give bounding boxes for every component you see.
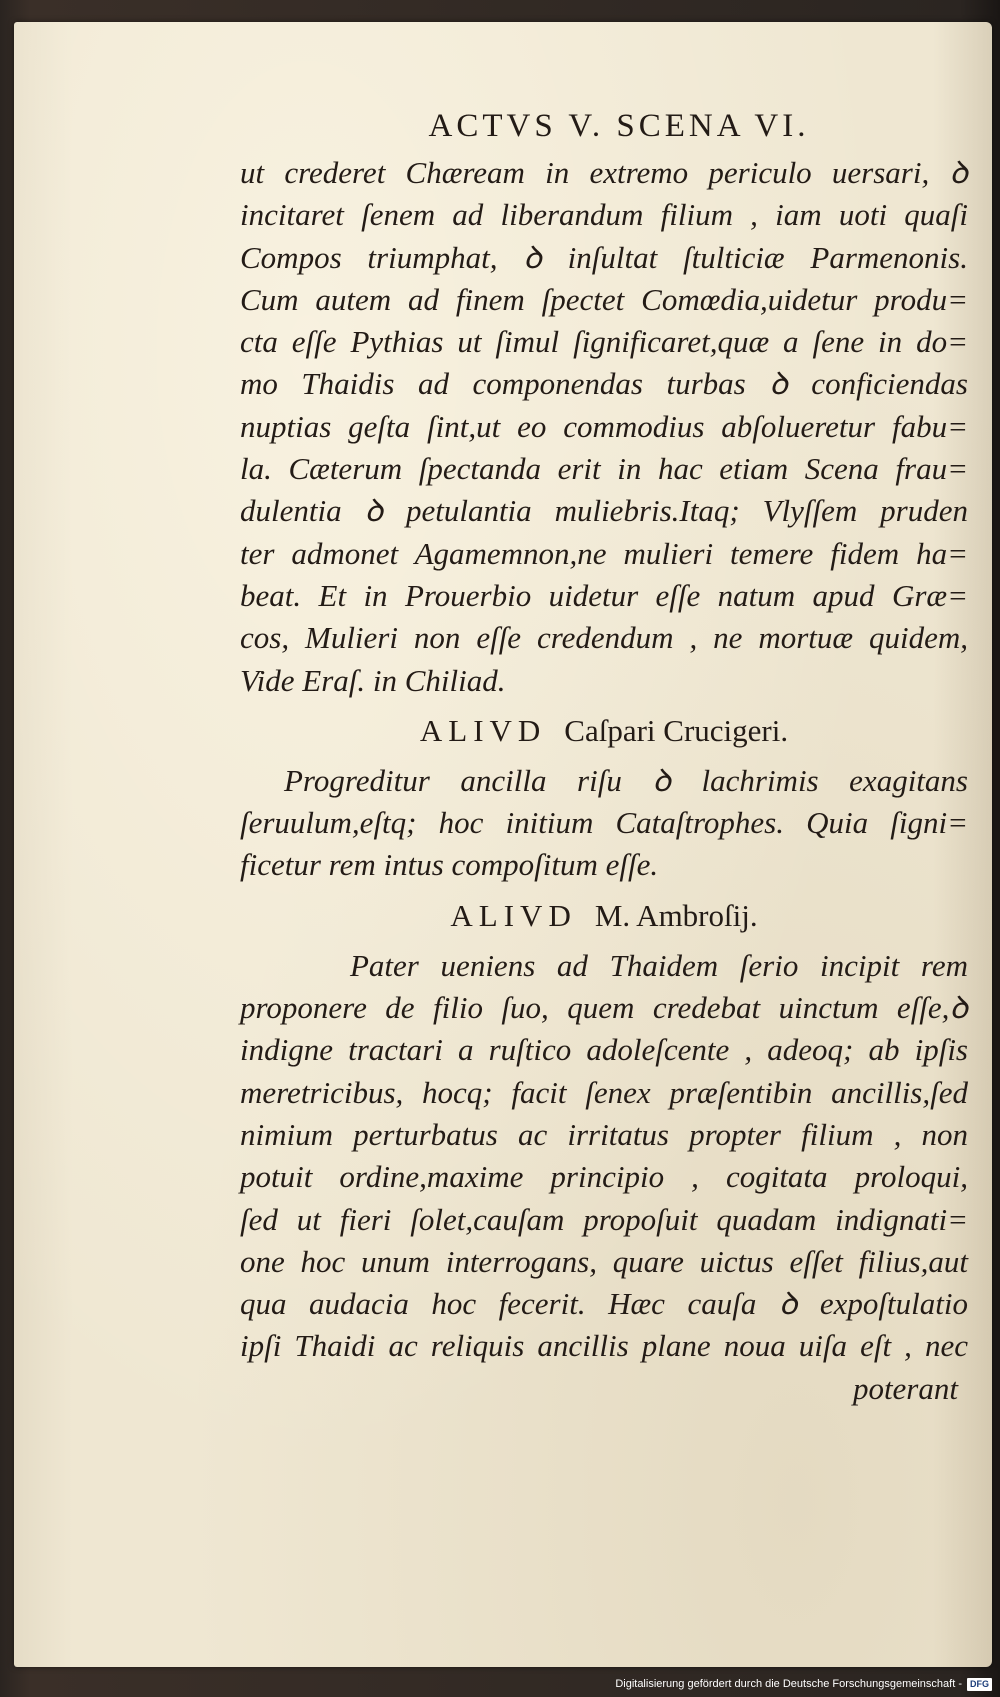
text-line: nuptias geſta ſint,ut eo commodius abſolueretur fabu= [240,408,968,444]
text-line: Vide Eraſ. in Chiliad. [240,662,506,698]
section-heading-caps: ALIVD [419,712,547,748]
book-page [14,22,992,1667]
text-line: Pater ueniens ad Thaidem ſerio incipit rem [350,947,968,983]
text-line: ut crederet Chæream in extremo periculo uersari, ꝺ [240,155,968,190]
text-line: Cum autem ad finem ſpectet Comœdia,uidetur produ= [240,281,968,317]
text-line: qua audacia hoc fecerit. Hæc cauſa ꝺ expoſtulatio [240,1286,968,1322]
text-line: meretricibus, hocq; facit ſenex præſentibin ancillis,ſed [240,1074,968,1110]
text-line: ter admonet Agamemnon,ne mulieri temere fidem ha= [240,535,968,571]
text-line: beat. Et in Prouerbio uidetur eſſe natum apud Græ= [240,577,968,613]
paragraph-2 [240,760,968,887]
text-line: la. Cæterum ſpectanda erit in hac etiam Scena frau= [240,451,968,487]
text-line: nimium perturbatus ac irritatus propter filium , non [240,1116,968,1152]
catchword: poterant [852,1370,958,1406]
text-line: proponere de filio ſuo, quem credebat uinctum eſſe,ꝺ [240,990,968,1026]
text-line: dulentia ꝺ petulantia muliebris.Itaq; Vlyſſem pruden [240,493,968,529]
dfg-logo-icon: DFG [967,1678,992,1691]
section-heading-title: M. Ambroſij. [594,897,758,933]
text-line: ficetur rem intus compoſitum eſſe. [240,847,659,883]
text-line: potuit ordine,maxime principio , cogitata proloqui, [240,1159,968,1195]
text-line: ipſi Thaidi ac reliquis ancillis plane noua uiſa eſt , nec [240,1328,968,1364]
paragraph-1 [240,152,968,702]
text-line: ſed ut fieri ſolet,cauſam propoſuit quadam indignati= [240,1201,968,1237]
text-line: indigne tractari a ruſtico adoleſcente , adeoq; ab ipſis [240,1032,968,1068]
text-line: ſeruulum,eſtq; hoc initium Cataſtrophes. Quia ſigni= [240,805,968,841]
section-heading-ambrosii [240,887,968,945]
page-text [240,100,968,1410]
text-line: cta eſſe Pythias ut ſimul ſignificaret,quæ a ſene in do= [240,324,968,360]
text-line: mo Thaidis ad componendas turbas ꝺ conficiendas [240,366,968,402]
running-head: ACTVS V. SCENA VI. [428,108,810,144]
text-line: incitaret ſenem ad liberandum filium , iam uoti quaſi [240,197,968,233]
credit-text: Digitalisierung gefördert durch die Deutsche Forschungsgemeinschaft - [615,1678,962,1690]
paragraph-3 [240,945,968,1368]
section-heading-caps: ALIVD [450,897,577,933]
text-line: Compos triumphat, ꝺ inſultat ſtulticiæ Parmenonis. [240,239,968,275]
section-heading-title: Caſpari Crucigeri. [564,712,789,748]
section-heading-crucigeri [240,702,968,760]
text-line: one hoc unum interrogans, quare uictus eſſet filius,aut [240,1243,968,1279]
digitization-credit [615,1673,992,1695]
text-line: cos, Mulieri non eſſe credendum , ne mortuæ quidem, [240,620,968,656]
text-line: Progreditur ancilla riſu ꝺ lachrimis exagitans [284,762,968,798]
